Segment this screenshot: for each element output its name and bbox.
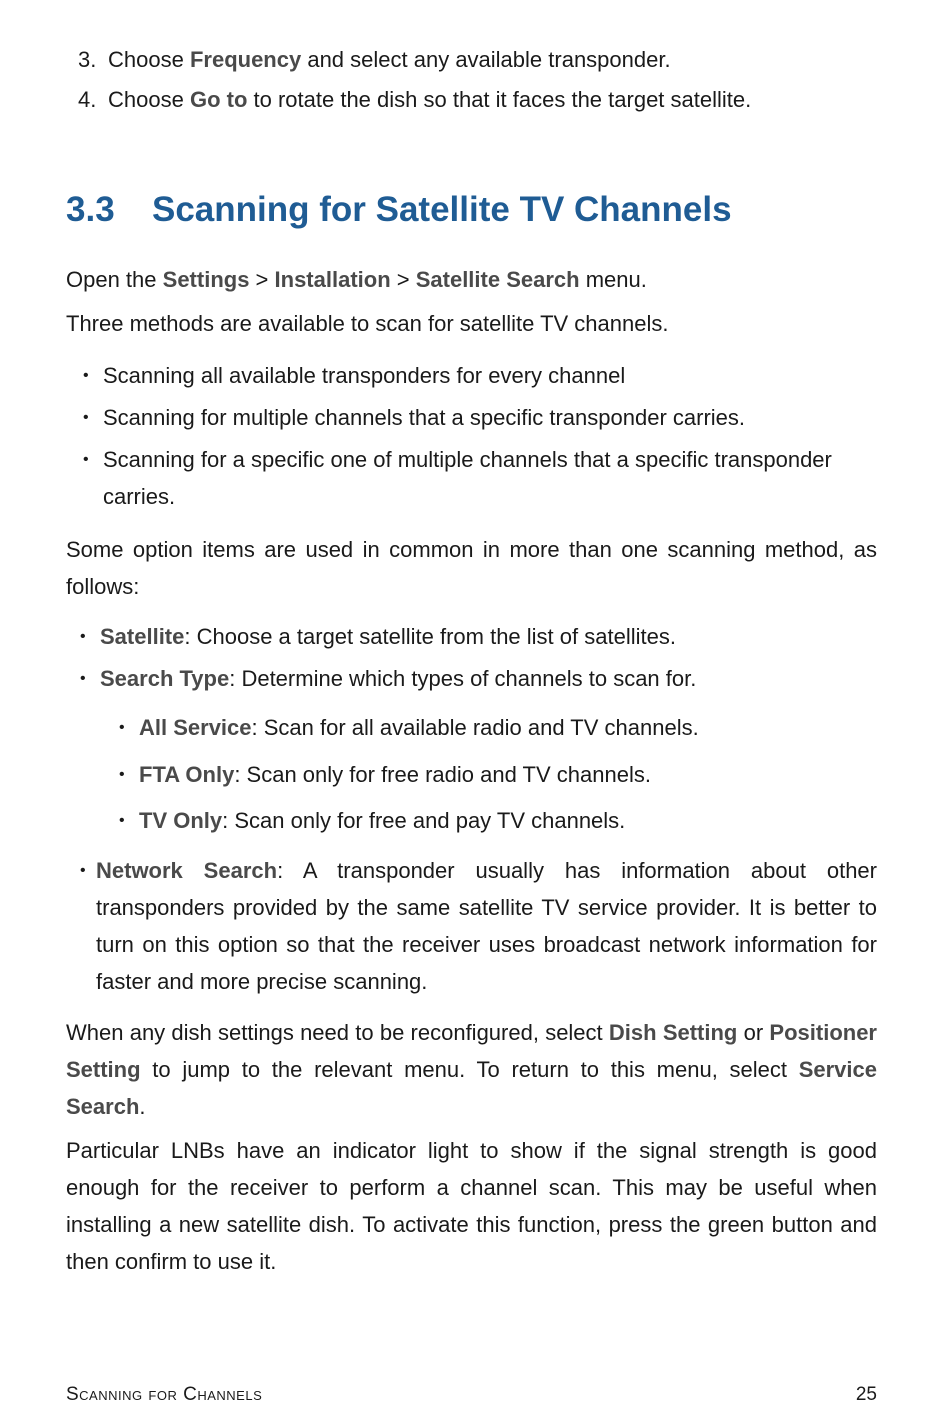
list-item (83, 357, 877, 394)
option-desc: : Scan for all available radio and TV channels. (251, 715, 699, 740)
option-item (80, 618, 877, 655)
text: . (139, 1094, 146, 1119)
common-options-paragraph: Some option items are used in common in more than one scanning method, as follows: (66, 537, 877, 599)
list-item (83, 399, 877, 436)
option-desc: : Scan only for free radio and TV channels. (234, 762, 651, 787)
menu-term: Settings (162, 267, 250, 292)
menu-path-paragraph (66, 261, 877, 298)
list-item-text: Scanning all available transponders for every channel (103, 363, 626, 388)
methods-intro: Three methods are available to scan for satellite TV channels. (66, 311, 669, 336)
bullet: • (119, 719, 125, 736)
bullet: • (80, 628, 86, 645)
list-item (83, 441, 877, 515)
option-desc: : Scan only for free and pay TV channels. (222, 808, 626, 833)
option-item (80, 660, 877, 697)
menu-term: Positioner Setting (66, 1020, 877, 1082)
menu-term: Frequency (189, 47, 302, 72)
option-item (80, 852, 877, 1000)
list-item-text: Scanning for multiple channels that a specific transponder carries. (103, 405, 746, 430)
list-item-text: Scanning for a specific one of multiple channels that a specific transponder carries. (103, 447, 832, 509)
bullet: • (80, 862, 86, 879)
option-term: Search Type (100, 666, 230, 691)
option-desc: : Choose a target satellite from the list of satellites. (184, 624, 676, 649)
step-number: 3. (78, 47, 97, 72)
step-text: to rotate the dish so that it faces the target satellite. (247, 87, 752, 112)
bullet: • (83, 409, 89, 426)
option-term: TV Only (139, 808, 223, 833)
menu-term: Go to (189, 87, 248, 112)
step-item (78, 40, 751, 80)
menu-term: Installation (274, 267, 391, 292)
option-term: Network Search (96, 858, 278, 883)
bullet: • (83, 451, 89, 468)
bullet: • (119, 766, 125, 783)
option-desc: : Determine which types of channels to scan for. (229, 666, 697, 691)
page-number: 25 (855, 1384, 877, 1405)
section-number: 3.3 (66, 190, 115, 229)
step-number: 4. (78, 87, 97, 112)
section-heading (66, 185, 732, 235)
text: Open the (66, 267, 163, 292)
footer-chapter-title: Scanning for Channels (66, 1384, 263, 1405)
text: to jump to the relevant menu. To return to this menu, select (140, 1057, 799, 1082)
step-text: and select any available transponder. (301, 47, 671, 72)
option-term: FTA Only (139, 762, 235, 787)
lnb-paragraph: Particular LNBs have an indicator light to show if the signal strength is good enough for the receiver to perform a channel scan. This may be useful when installing a new satellite dish. To activate this function, press the green button and then confirm to use it. (66, 1138, 877, 1274)
dish-setting-paragraph (66, 1014, 877, 1125)
bullet: • (80, 670, 86, 687)
sub-option-item (119, 756, 877, 793)
sub-option-item (119, 709, 877, 746)
menu-term: Service Search (66, 1057, 877, 1119)
section-title: Scanning for Satellite TV Channels (152, 190, 732, 229)
page-footer (66, 1381, 877, 1409)
step-text: Choose (108, 87, 190, 112)
text: When any dish settings need to be reconfigured, select (66, 1020, 609, 1045)
sub-option-item (119, 802, 877, 839)
text: or (737, 1020, 770, 1045)
menu-term: Satellite Search (415, 267, 580, 292)
option-term: Satellite (100, 624, 185, 649)
step-item (78, 80, 751, 120)
text: > (249, 267, 275, 292)
option-term: All Service (139, 715, 252, 740)
menu-term: Dish Setting (608, 1020, 738, 1045)
step-list (78, 40, 751, 120)
text: > (390, 267, 416, 292)
bullet: • (119, 812, 125, 829)
text: menu. (579, 267, 647, 292)
option-desc: : A transponder usually has information about other transponders provided by the same satellite TV service provider. It is better to turn on this option so that the receiver uses broadcast network information for faster and more precise scanning. (96, 858, 877, 994)
bullet: • (83, 367, 89, 384)
step-text: Choose (108, 47, 190, 72)
